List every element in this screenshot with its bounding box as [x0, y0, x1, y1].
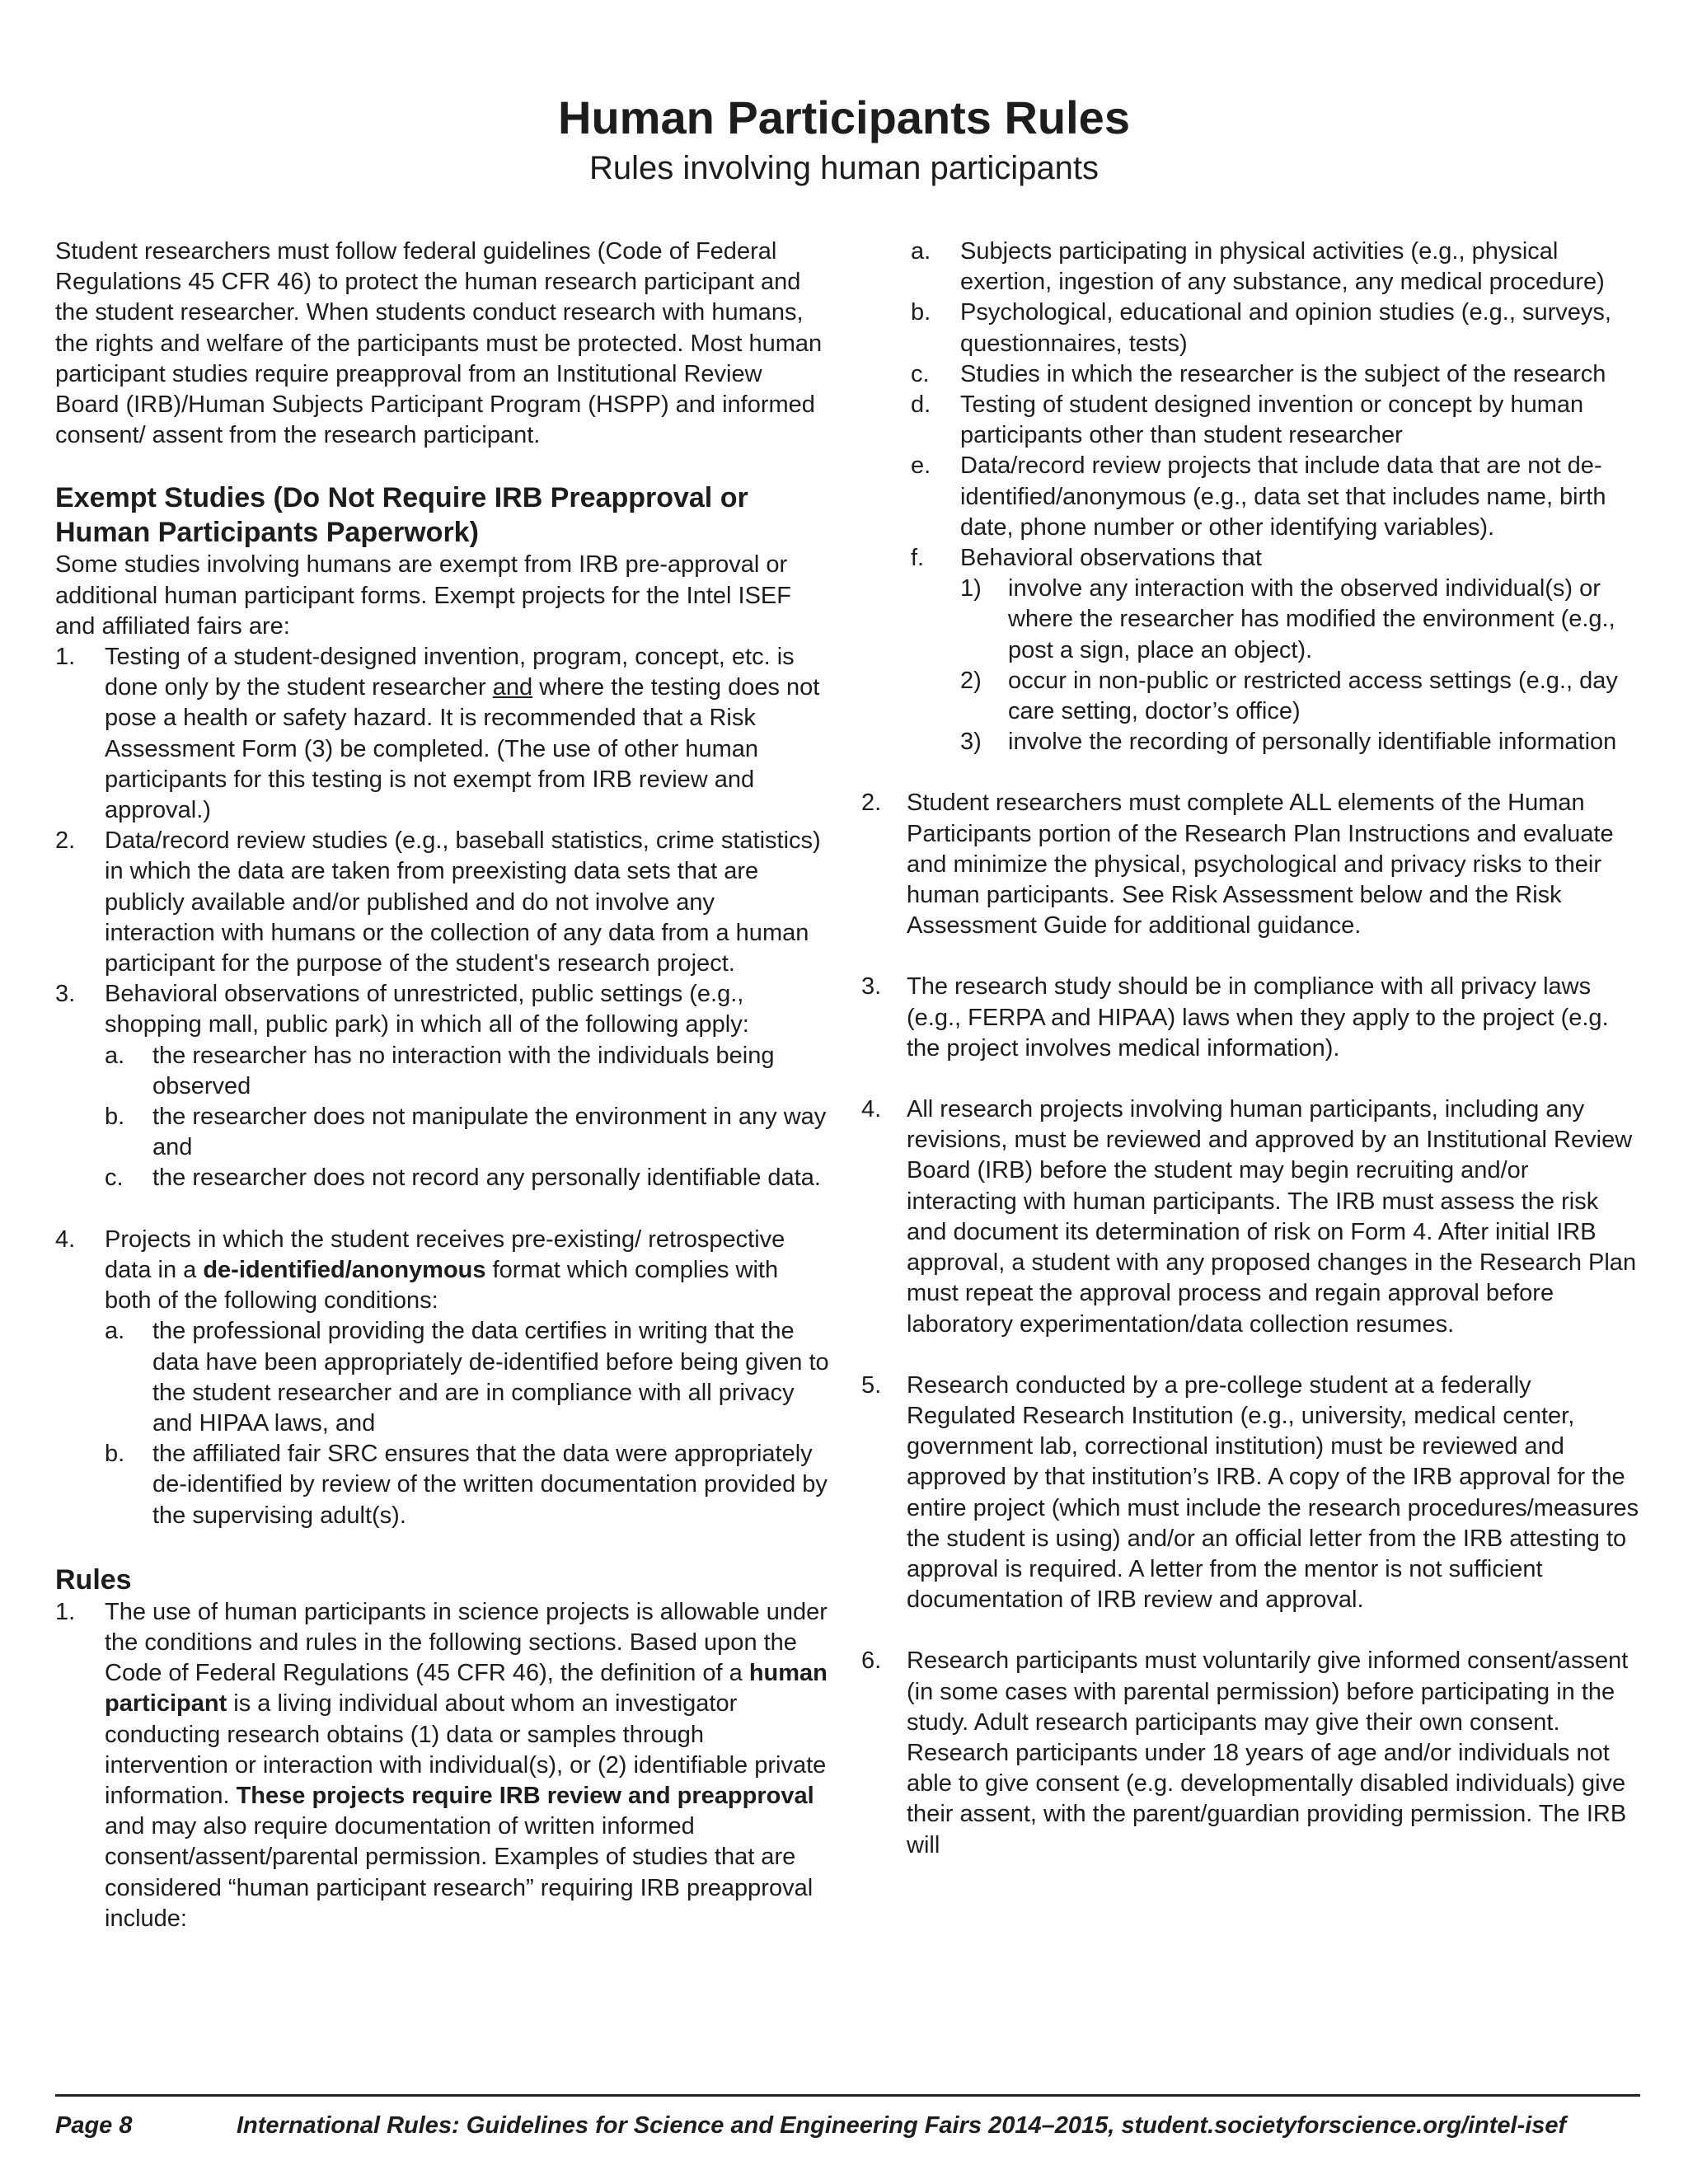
behavioral-sublist — [960, 574, 1640, 757]
item-text: Research conducted by a pre-college student at a federally Regulated Research Institution (e.g., university, medical center, government lab, correctional institution) must be reviewed and approved by that institution’s IRB. A copy of the IRB approval for the entire project (which must include the research procedures/measures the student is using) and/or an official letter from the IRB attesting to approval is required. A letter from the mentor is not sufficient documentation of IRB review and approval. — [907, 1371, 1639, 1614]
item-text: the researcher does not manipulate the environment in any way and — [152, 1104, 827, 1161]
rules-item-1 — [55, 1597, 830, 1934]
rules-item-5 — [861, 1371, 1640, 1616]
item-text: Testing of a student-designed invention, program, concept, etc. is done only by the student researcher — [105, 644, 795, 701]
item-text: Behavioral observations that — [960, 545, 1262, 572]
rules-heading: Rules — [55, 1563, 132, 1596]
intro-paragraph: Student researchers must follow federal guidelines (Code of Federal Regulations 45 CFR 46) to protect the human research participant and the student researcher. When students conduct research with humans, the rights and welfare of the participants must be protected. Most human participant studies require preapproval from an Institutional Review Board (IRB)/Human Subjects Participant Program (HSPP) and informed consent/ assent from the research participant. — [55, 238, 823, 449]
exempt-item-2 — [55, 826, 830, 979]
sublist-item — [105, 1439, 830, 1531]
exempt-list — [55, 642, 830, 1531]
item-text: involve the recording of personally identifiable information — [1008, 729, 1617, 756]
list-letter: b. — [105, 1104, 125, 1131]
page-title: Human Participants Rules — [558, 91, 1130, 143]
item-text: Psychological, educational and opinion studies (e.g., surveys, questionnaires, tests) — [960, 299, 1611, 357]
page-header — [0, 89, 1688, 190]
sublist-item — [960, 666, 1640, 727]
item-text: the researcher has no interaction with the individuals being observed — [152, 1042, 775, 1099]
sublist-item — [105, 1041, 830, 1102]
sublist-item — [960, 727, 1640, 757]
examples-list — [911, 237, 1640, 757]
item-text: Behavioral observations of unrestricted, public settings (e.g., shopping mall, public park) in which all of the following apply: — [105, 981, 749, 1038]
list-letter: d. — [911, 391, 931, 419]
rules-item-2 — [861, 788, 1640, 941]
list-letter: b. — [911, 299, 931, 326]
list-number: 2. — [861, 790, 882, 817]
item-text: the researcher does not record any personally identifiable data. — [152, 1165, 821, 1192]
page-subtitle: Rules involving human participants — [588, 150, 1100, 186]
rules-list-right — [861, 788, 1640, 1860]
item-text: All research projects involving human participants, including any revisions, must be reviewed and approved by an Institutional Review Board (IRB) before the student may begin recruiting and/or interacting with human participants. The IRB must assess the risk and document its determination of risk on Form 4. After initial IRB approval, a student with any proposed changes in the Research Plan must repeat the approval process and regain approval before laboratory experimentation/data collection resumes. — [907, 1096, 1637, 1338]
list-letter: a. — [105, 1042, 125, 1069]
item-text: occur in non-public or restricted access settings (e.g., day care setting, doctor’s office) — [1008, 667, 1618, 725]
list-number: 3) — [960, 729, 982, 756]
item-text: Subjects participating in physical activities (e.g., physical exertion, ingestion of any substance, any medical procedure) — [960, 238, 1605, 296]
sublist-item — [105, 1316, 830, 1439]
list-letter: a. — [911, 238, 931, 265]
list-letter: b. — [105, 1441, 125, 1468]
item-text: Testing of student designed invention or concept by human participants other than student researcher — [960, 391, 1584, 449]
item-text: The research study should be in compliance with all privacy laws (e.g., FERPA and HIPAA) laws when they apply to the project (e.g. the project involves medical information). — [907, 973, 1609, 1062]
item-text: and may also require documentation of written informed consent/assent/parental permission. Examples of studies that are considered “human participant research” requiring IRB preapproval include: — [105, 1813, 814, 1932]
sublist-item — [105, 1102, 830, 1163]
list-letter: c. — [911, 360, 930, 387]
example-item — [911, 237, 1640, 298]
list-number: 4. — [55, 1226, 76, 1253]
item-text: Student researchers must complete ALL elements of the Human Participants portion of the Research Plan Instructions and evaluate and minimize the physical, psychological and privacy risks to their human participants. See Risk Assessment below and the Risk Assessment Guide for additional guidance. — [907, 790, 1614, 940]
list-number: 2) — [960, 667, 982, 694]
exempt-item-1 — [55, 642, 830, 826]
example-item — [911, 451, 1640, 543]
list-number: 2. — [55, 827, 76, 855]
item-text: is a living individual about whom an investigator conducting research obtains (1) data or samples through intervention or interaction with individual(s), or (2) identifiable private information. — [105, 1690, 827, 1809]
list-number: 5. — [861, 1371, 882, 1399]
item-bold: de-identified/anonymous — [203, 1256, 486, 1283]
item-underline: and — [492, 674, 533, 701]
rules-item-4 — [861, 1094, 1640, 1340]
left-column — [55, 237, 830, 1934]
exempt-heading: Exempt Studies (Do Not Require IRB Preapproval or Human Participants Paperwork) — [55, 482, 748, 549]
rules-list-left — [55, 1597, 830, 1934]
list-number: 3. — [861, 973, 882, 1001]
list-number: 3. — [55, 981, 76, 1008]
list-number: 1) — [960, 575, 982, 602]
list-letter: c. — [105, 1165, 124, 1192]
item-text: format which complies with both of the following conditions: — [105, 1256, 779, 1315]
example-item — [911, 298, 1640, 359]
item-text: The use of human participants in science projects is allowable under the conditions and rules in the following sections. Based upon the Code of Federal Regulations (45 CFR 46), the definition of a — [105, 1598, 828, 1687]
example-item — [911, 359, 1640, 390]
example-item — [911, 390, 1640, 451]
list-number: 1. — [55, 644, 76, 671]
sublist-item — [105, 1163, 830, 1193]
item-text: Data/record review projects that include data that are not de-identified/anonymous (e.g., data set that includes name, birth date, phone number or other identifying variables). — [960, 452, 1606, 541]
right-column — [861, 237, 1640, 1861]
list-letter: a. — [105, 1318, 125, 1345]
item-bold: These projects require IRB review and preapproval — [236, 1782, 814, 1809]
item-bold: human participant — [105, 1660, 828, 1718]
exempt-lead: Some studies involving humans are exempt from IRB pre-approval or additional human participant forms. Exempt projects for the Intel ISEF and affiliated fairs are: — [55, 551, 791, 640]
exempt-item-3-sublist — [55, 1041, 830, 1194]
rules-item-6 — [861, 1646, 1640, 1860]
item-text: Data/record review studies (e.g., baseball statistics, crime statistics) in which the data are taken from preexisting data sets that are publicly available and/or published and do not involve any interaction with humans or the collection of any data from a human participant for the purpose of the student's research project. — [105, 827, 821, 977]
list-number: 4. — [861, 1096, 882, 1123]
list-number: 6. — [861, 1647, 882, 1675]
exempt-item-3 — [55, 979, 830, 1193]
footer-divider — [55, 2094, 1640, 2097]
list-number: 1. — [55, 1598, 76, 1625]
item-text: Studies in which the researcher is the subject of the research — [960, 360, 1606, 387]
exempt-item-4-sublist — [105, 1316, 830, 1530]
item-text: involve any interaction with the observed individual(s) or where the researcher has modified the environment (e.g., post a sign, place an object). — [1008, 575, 1615, 663]
item-text: the professional providing the data certifies in writing that the data have been appropriately de-identified before being given to the student researcher and are in compliance with all privacy and HIPAA laws, and — [152, 1318, 829, 1436]
item-text: Projects in which the student receives pre-existing/ retrospective data in a — [105, 1226, 785, 1283]
list-letter: f. — [911, 545, 925, 572]
rules-item-3 — [861, 972, 1640, 1064]
example-item — [911, 543, 1640, 757]
item-text: the affiliated fair SRC ensures that the data were appropriately de-identified by review of the written documentation provided by the supervising adult(s). — [152, 1441, 828, 1529]
footer-reference: International Rules: Guidelines for Science and Engineering Fairs 2014–2015, student.societyforscience.org/intel-isef — [237, 2112, 1567, 2139]
sublist-item — [960, 574, 1640, 666]
list-letter: e. — [911, 452, 931, 480]
page-number: Page 8 — [55, 2112, 133, 2139]
item-text: where the testing does not pose a health or safety hazard. It is recommended that a Risk Assessment Form (3) be completed. (The use of other human participants for this testing is not exempt from IRB review and approval.) — [105, 674, 820, 824]
item-text: Research participants must voluntarily give informed consent/assent (in some cases with parental permission) before participating in the study. Adult research participants may give their own consent. Research participants under 18 years of age and/or individuals not able to give consent (e.g. developmentally disabled individuals) give their assent, with the parent/guardian providing permission. The IRB will — [907, 1647, 1629, 1858]
exempt-item-4 — [55, 1225, 830, 1531]
